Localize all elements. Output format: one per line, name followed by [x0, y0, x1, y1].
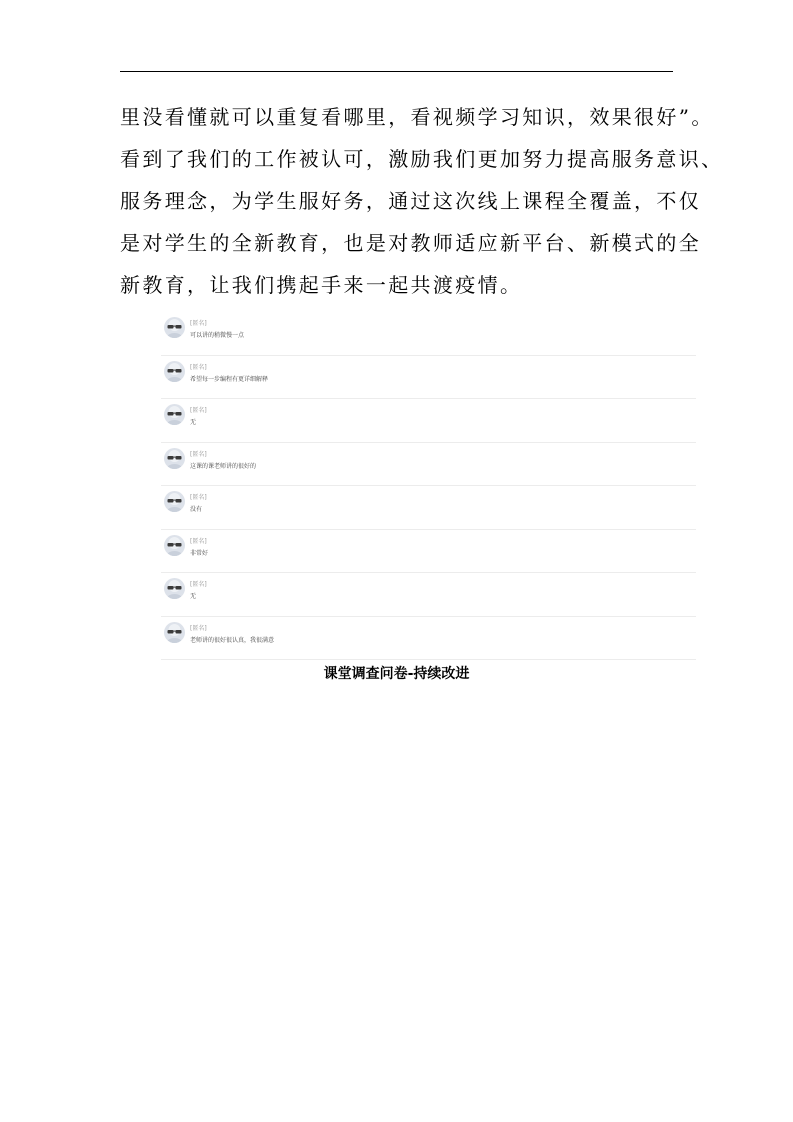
anonymous-avatar-icon: [164, 535, 185, 556]
paragraph-line: 服务理念，为学生服好务，通过这次线上课程全覆盖，不仅: [120, 189, 702, 213]
comment-author: [匿名]: [190, 581, 207, 588]
paragraph-line: 看到了我们的工作被认可，激励我们更加努力提高服务意识、: [120, 147, 724, 171]
anonymous-avatar-icon: [164, 578, 185, 599]
comment-text: 无: [190, 593, 197, 600]
comment-item: [161, 486, 696, 530]
anonymous-avatar-icon: [164, 448, 185, 469]
figure-caption: 课堂调查问卷-持续改进: [323, 666, 470, 682]
paragraph-line: 是对学生的全新教育，也是对教师适应新平台、新模式的全: [120, 231, 702, 255]
comment-item: [161, 530, 696, 574]
comment-item: [161, 617, 696, 661]
comment-item: [161, 573, 696, 617]
comment-text: 没有: [190, 506, 203, 513]
comment-text: 无: [190, 419, 197, 426]
comment-item: [161, 399, 696, 443]
paragraph-line: 新教育，让我们携起手来一起共渡疫情。: [120, 273, 523, 297]
body-paragraph: [120, 96, 724, 306]
paragraph-line: 里没看懂就可以重复看哪里，看视频学习知识，效果很好”。: [120, 105, 714, 129]
comment-text: 可以讲的稍微慢一点: [190, 332, 245, 339]
survey-comments-screenshot: [161, 312, 696, 660]
comment-author: [匿名]: [190, 494, 207, 501]
anonymous-avatar-icon: [164, 361, 185, 382]
comment-author: [匿名]: [190, 407, 207, 414]
anonymous-avatar-icon: [164, 317, 185, 338]
comment-item: [161, 356, 696, 400]
comment-item: [161, 443, 696, 487]
anonymous-avatar-icon: [164, 404, 185, 425]
comment-text: 非常好: [190, 549, 209, 557]
comment-author: [匿名]: [190, 363, 207, 371]
comment-author: [匿名]: [190, 450, 207, 458]
anonymous-avatar-icon: [164, 622, 185, 643]
anonymous-avatar-icon: [164, 491, 185, 512]
comment-item: [161, 312, 696, 356]
comment-author: [匿名]: [190, 320, 207, 327]
comment-author: [匿名]: [190, 624, 207, 632]
comment-text: 这课的课老师讲的很好的: [190, 462, 257, 470]
comment-text: 老师讲的很好很认真，我很满意: [190, 636, 275, 644]
comment-author: [匿名]: [190, 537, 207, 545]
header-rule: [120, 71, 673, 72]
comment-text: 希望每一步编程有更详细解释: [190, 375, 269, 383]
